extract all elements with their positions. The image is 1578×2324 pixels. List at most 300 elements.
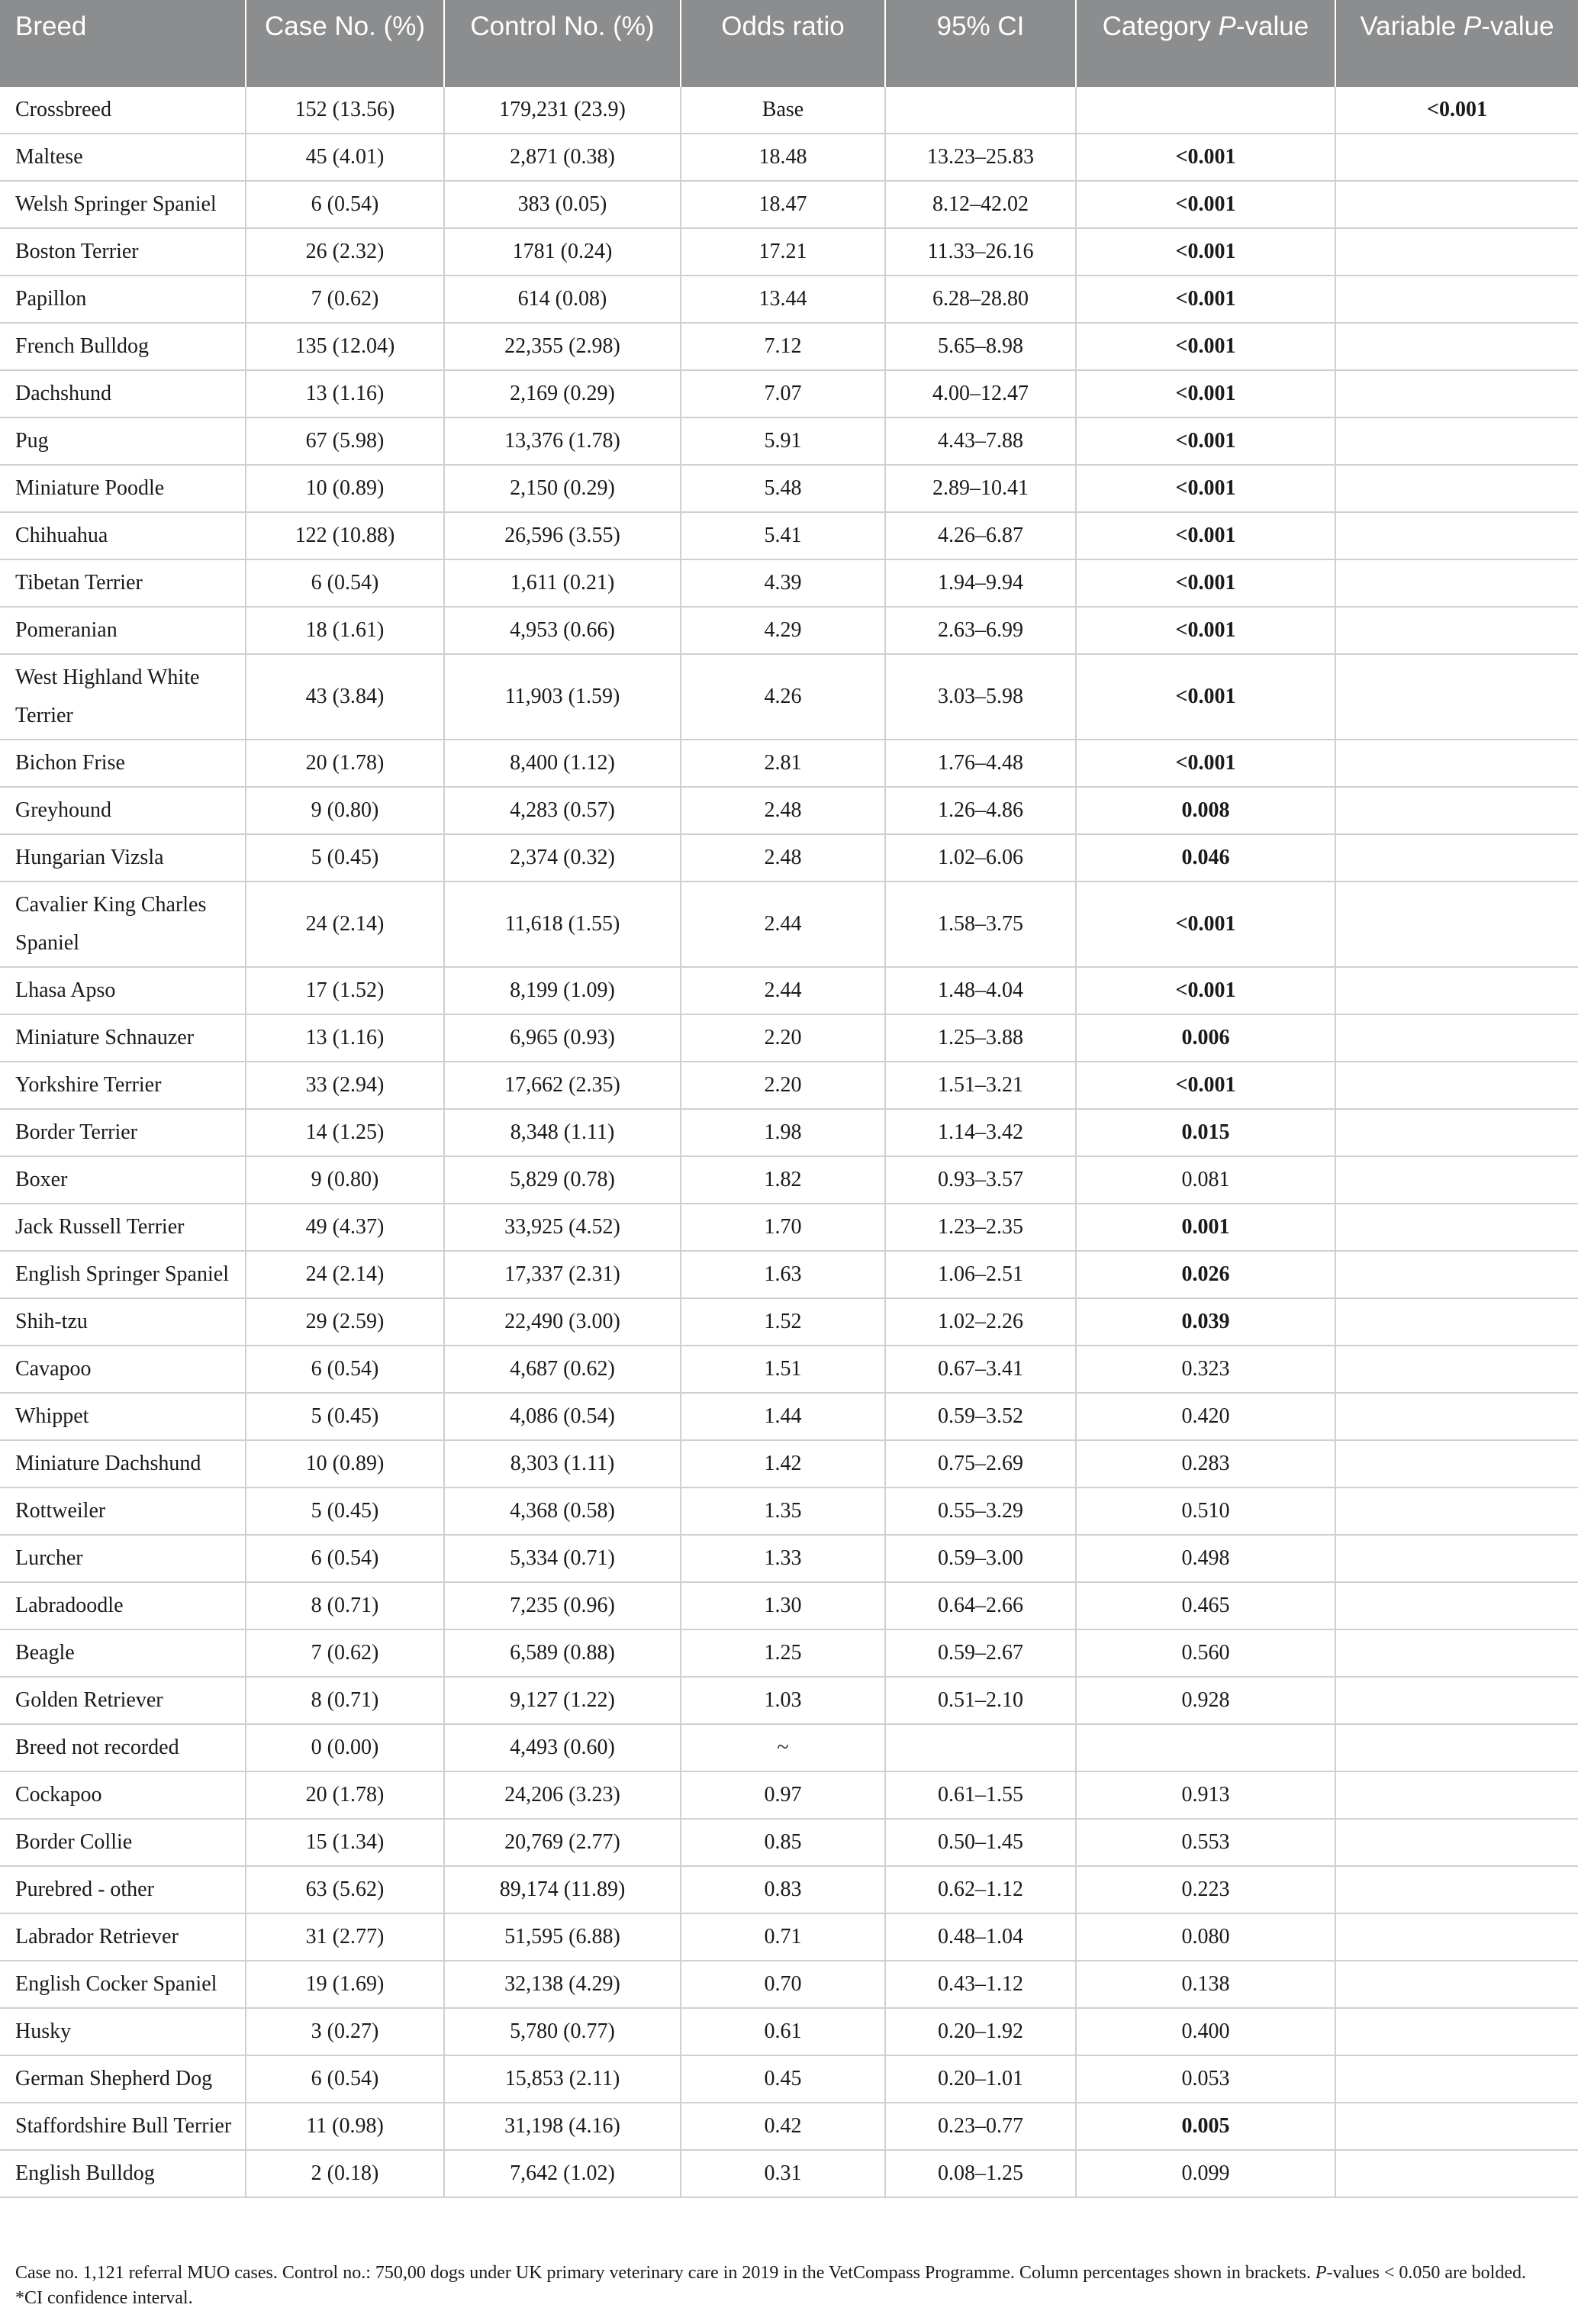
header-category-p-prefix: Category	[1102, 11, 1219, 41]
cell-control-no: 31,198 (4.16)	[444, 2103, 681, 2150]
cell-odds-ratio: 0.61	[681, 2008, 885, 2055]
cell-ci: 13.23–25.83	[885, 134, 1076, 181]
cell-variable-p	[1335, 1440, 1578, 1488]
cell-variable-p	[1335, 1014, 1578, 1062]
cell-category-p: <0.001	[1076, 323, 1335, 370]
cell-odds-ratio: 2.44	[681, 882, 885, 967]
cell-case-no: 5 (0.45)	[246, 1393, 444, 1440]
cell-control-no: 614 (0.08)	[444, 276, 681, 323]
cell-ci: 0.43–1.12	[885, 1961, 1076, 2008]
cell-variable-p	[1335, 882, 1578, 967]
cell-odds-ratio: 0.45	[681, 2055, 885, 2103]
footnote-part1: Case no. 1,121 referral MUO cases. Control no.: 750,00 dogs under UK primary veterinary care in 2019 in the VetCompass Programme. Column percentages shown in brackets.	[15, 2263, 1316, 2283]
cell-odds-ratio: 18.47	[681, 181, 885, 228]
cell-breed: Border Collie	[0, 1819, 246, 1866]
cell-variable-p	[1335, 228, 1578, 276]
table-row	[0, 276, 1578, 323]
cell-case-no: 6 (0.54)	[246, 181, 444, 228]
cell-category-p: 0.323	[1076, 1346, 1335, 1393]
cell-ci: 4.26–6.87	[885, 512, 1076, 559]
cell-case-no: 6 (0.54)	[246, 1346, 444, 1393]
cell-variable-p	[1335, 1393, 1578, 1440]
table-row	[0, 1771, 1578, 1819]
cell-odds-ratio: 2.48	[681, 834, 885, 882]
cell-ci: 1.48–4.04	[885, 967, 1076, 1014]
cell-breed: Cockapoo	[0, 1771, 246, 1819]
cell-case-no: 9 (0.80)	[246, 787, 444, 834]
cell-control-no: 32,138 (4.29)	[444, 1961, 681, 2008]
header-category-p-value	[1076, 0, 1335, 87]
cell-breed: Boxer	[0, 1156, 246, 1204]
cell-breed: Cavapoo	[0, 1346, 246, 1393]
header-ci: 95% CI	[885, 0, 1076, 87]
cell-variable-p	[1335, 654, 1578, 740]
cell-ci: 0.61–1.55	[885, 1771, 1076, 1819]
cell-case-no: 0 (0.00)	[246, 1724, 444, 1771]
cell-control-no: 8,199 (1.09)	[444, 967, 681, 1014]
cell-case-no: 14 (1.25)	[246, 1109, 444, 1156]
cell-case-no: 8 (0.71)	[246, 1677, 444, 1724]
cell-odds-ratio: 0.97	[681, 1771, 885, 1819]
cell-odds-ratio: 0.42	[681, 2103, 885, 2150]
table-row	[0, 882, 1578, 967]
table-row	[0, 1156, 1578, 1204]
cell-category-p: <0.001	[1076, 417, 1335, 465]
cell-breed: Miniature Dachshund	[0, 1440, 246, 1488]
cell-breed: Welsh Springer Spaniel	[0, 181, 246, 228]
cell-case-no: 19 (1.69)	[246, 1961, 444, 2008]
table-row	[0, 1724, 1578, 1771]
cell-case-no: 29 (2.59)	[246, 1298, 444, 1346]
cell-control-no: 8,400 (1.12)	[444, 740, 681, 787]
cell-ci: 0.51–2.10	[885, 1677, 1076, 1724]
cell-breed: Beagle	[0, 1629, 246, 1677]
table-row	[0, 1677, 1578, 1724]
cell-category-p: 0.081	[1076, 1156, 1335, 1204]
cell-odds-ratio: 1.70	[681, 1204, 885, 1251]
cell-ci: 1.02–2.26	[885, 1298, 1076, 1346]
cell-case-no: 2 (0.18)	[246, 2150, 444, 2197]
cell-category-p	[1076, 1724, 1335, 1771]
footnote-italic-p: P	[1315, 2263, 1327, 2283]
cell-odds-ratio: 18.48	[681, 134, 885, 181]
cell-ci: 4.00–12.47	[885, 370, 1076, 417]
cell-case-no: 8 (0.71)	[246, 1582, 444, 1629]
cell-case-no: 24 (2.14)	[246, 1251, 444, 1298]
cell-variable-p	[1335, 2055, 1578, 2103]
cell-breed: Lhasa Apso	[0, 967, 246, 1014]
cell-ci: 0.50–1.45	[885, 1819, 1076, 1866]
cell-breed: English Cocker Spaniel	[0, 1961, 246, 2008]
cell-category-p: 0.080	[1076, 1913, 1335, 1961]
cell-control-no: 26,596 (3.55)	[444, 512, 681, 559]
table-row	[0, 323, 1578, 370]
cell-variable-p	[1335, 1913, 1578, 1961]
table-row	[0, 181, 1578, 228]
cell-control-no: 2,374 (0.32)	[444, 834, 681, 882]
header-breed: Breed	[0, 0, 246, 87]
cell-ci: 0.55–3.29	[885, 1488, 1076, 1535]
table-row	[0, 512, 1578, 559]
cell-odds-ratio: 5.91	[681, 417, 885, 465]
cell-breed: Yorkshire Terrier	[0, 1062, 246, 1109]
cell-control-no: 13,376 (1.78)	[444, 417, 681, 465]
cell-case-no: 10 (0.89)	[246, 1440, 444, 1488]
cell-case-no: 17 (1.52)	[246, 967, 444, 1014]
cell-case-no: 26 (2.32)	[246, 228, 444, 276]
cell-control-no: 22,355 (2.98)	[444, 323, 681, 370]
cell-case-no: 33 (2.94)	[246, 1062, 444, 1109]
cell-ci: 0.20–1.92	[885, 2008, 1076, 2055]
cell-variable-p	[1335, 1582, 1578, 1629]
cell-control-no: 5,334 (0.71)	[444, 1535, 681, 1582]
header-control-no: Control No. (%)	[444, 0, 681, 87]
cell-ci: 1.25–3.88	[885, 1014, 1076, 1062]
cell-variable-p	[1335, 276, 1578, 323]
cell-breed: Whippet	[0, 1393, 246, 1440]
cell-breed: Chihuahua	[0, 512, 246, 559]
cell-breed: Breed not recorded	[0, 1724, 246, 1771]
cell-category-p: <0.001	[1076, 740, 1335, 787]
cell-case-no: 9 (0.80)	[246, 1156, 444, 1204]
cell-category-p: <0.001	[1076, 134, 1335, 181]
cell-variable-p: <0.001	[1335, 87, 1578, 134]
cell-category-p: 0.553	[1076, 1819, 1335, 1866]
cell-ci: 0.59–3.00	[885, 1535, 1076, 1582]
cell-control-no: 51,595 (6.88)	[444, 1913, 681, 1961]
cell-odds-ratio: 1.82	[681, 1156, 885, 1204]
cell-ci: 0.08–1.25	[885, 2150, 1076, 2197]
cell-breed: Pomeranian	[0, 607, 246, 654]
cell-odds-ratio: 7.12	[681, 323, 885, 370]
table-row	[0, 1582, 1578, 1629]
cell-breed: Rottweiler	[0, 1488, 246, 1535]
cell-control-no: 33,925 (4.52)	[444, 1204, 681, 1251]
cell-breed: Husky	[0, 2008, 246, 2055]
cell-case-no: 13 (1.16)	[246, 1014, 444, 1062]
cell-breed: Bichon Frise	[0, 740, 246, 787]
cell-breed: Purebred - other	[0, 1866, 246, 1913]
table-row	[0, 559, 1578, 607]
cell-control-no: 20,769 (2.77)	[444, 1819, 681, 1866]
cell-category-p: 0.498	[1076, 1535, 1335, 1582]
cell-control-no: 89,174 (11.89)	[444, 1866, 681, 1913]
cell-variable-p	[1335, 1346, 1578, 1393]
cell-ci: 0.64–2.66	[885, 1582, 1076, 1629]
table-row	[0, 1819, 1578, 1866]
cell-odds-ratio: 1.03	[681, 1677, 885, 1724]
cell-odds-ratio: 0.70	[681, 1961, 885, 2008]
cell-odds-ratio: 1.51	[681, 1346, 885, 1393]
cell-control-no: 4,283 (0.57)	[444, 787, 681, 834]
cell-ci: 1.51–3.21	[885, 1062, 1076, 1109]
cell-control-no: 2,169 (0.29)	[444, 370, 681, 417]
cell-breed: English Bulldog	[0, 2150, 246, 2197]
cell-category-p: <0.001	[1076, 228, 1335, 276]
cell-ci: 0.62–1.12	[885, 1866, 1076, 1913]
header-category-p-suffix: -value	[1235, 11, 1309, 41]
cell-breed: Cavalier King Charles Spaniel	[0, 882, 246, 967]
cell-control-no: 4,086 (0.54)	[444, 1393, 681, 1440]
table-row	[0, 1961, 1578, 2008]
cell-category-p: 0.015	[1076, 1109, 1335, 1156]
cell-variable-p	[1335, 134, 1578, 181]
cell-control-no: 1781 (0.24)	[444, 228, 681, 276]
cell-variable-p	[1335, 1771, 1578, 1819]
cell-variable-p	[1335, 512, 1578, 559]
table-row	[0, 1109, 1578, 1156]
cell-case-no: 45 (4.01)	[246, 134, 444, 181]
cell-category-p: 0.046	[1076, 834, 1335, 882]
cell-control-no: 17,337 (2.31)	[444, 1251, 681, 1298]
cell-category-p: 0.001	[1076, 1204, 1335, 1251]
header-variable-p-prefix: Variable	[1360, 11, 1464, 41]
cell-odds-ratio: 1.52	[681, 1298, 885, 1346]
table-row	[0, 787, 1578, 834]
cell-case-no: 20 (1.78)	[246, 740, 444, 787]
cell-ci: 0.59–3.52	[885, 1393, 1076, 1440]
cell-odds-ratio: 13.44	[681, 276, 885, 323]
cell-variable-p	[1335, 2008, 1578, 2055]
cell-variable-p	[1335, 2150, 1578, 2197]
cell-ci: 1.58–3.75	[885, 882, 1076, 967]
cell-variable-p	[1335, 323, 1578, 370]
cell-case-no: 122 (10.88)	[246, 512, 444, 559]
cell-variable-p	[1335, 370, 1578, 417]
cell-ci: 0.93–3.57	[885, 1156, 1076, 1204]
cell-variable-p	[1335, 740, 1578, 787]
cell-odds-ratio: 5.48	[681, 465, 885, 512]
table-row	[0, 1913, 1578, 1961]
cell-variable-p	[1335, 1298, 1578, 1346]
cell-ci: 6.28–28.80	[885, 276, 1076, 323]
table-row	[0, 1393, 1578, 1440]
cell-variable-p	[1335, 417, 1578, 465]
cell-category-p: <0.001	[1076, 276, 1335, 323]
cell-breed: West Highland White Terrier	[0, 654, 246, 740]
cell-variable-p	[1335, 1724, 1578, 1771]
cell-case-no: 6 (0.54)	[246, 559, 444, 607]
cell-variable-p	[1335, 787, 1578, 834]
table-row	[0, 1298, 1578, 1346]
cell-category-p: 0.053	[1076, 2055, 1335, 2103]
cell-odds-ratio: 0.85	[681, 1819, 885, 1866]
cell-ci: 1.06–2.51	[885, 1251, 1076, 1298]
cell-variable-p	[1335, 1156, 1578, 1204]
cell-ci: 5.65–8.98	[885, 323, 1076, 370]
table-row	[0, 370, 1578, 417]
cell-ci: 0.20–1.01	[885, 2055, 1076, 2103]
cell-odds-ratio: 4.29	[681, 607, 885, 654]
cell-control-no: 22,490 (3.00)	[444, 1298, 681, 1346]
cell-control-no: 2,150 (0.29)	[444, 465, 681, 512]
cell-control-no: 6,965 (0.93)	[444, 1014, 681, 1062]
cell-category-p: 0.510	[1076, 1488, 1335, 1535]
table-row	[0, 465, 1578, 512]
cell-breed: Labradoodle	[0, 1582, 246, 1629]
cell-category-p: <0.001	[1076, 370, 1335, 417]
cell-category-p: <0.001	[1076, 967, 1335, 1014]
cell-variable-p	[1335, 1062, 1578, 1109]
cell-breed: Boston Terrier	[0, 228, 246, 276]
cell-category-p	[1076, 87, 1335, 134]
cell-control-no: 7,642 (1.02)	[444, 2150, 681, 2197]
table-row	[0, 1346, 1578, 1393]
cell-ci	[885, 87, 1076, 134]
cell-ci: 8.12–42.02	[885, 181, 1076, 228]
cell-category-p: <0.001	[1076, 181, 1335, 228]
cell-control-no: 2,871 (0.38)	[444, 134, 681, 181]
table-row	[0, 2008, 1578, 2055]
cell-variable-p	[1335, 1866, 1578, 1913]
cell-variable-p	[1335, 559, 1578, 607]
cell-variable-p	[1335, 1488, 1578, 1535]
table-row	[0, 1204, 1578, 1251]
cell-odds-ratio: 1.25	[681, 1629, 885, 1677]
cell-control-no: 17,662 (2.35)	[444, 1062, 681, 1109]
cell-odds-ratio: 4.26	[681, 654, 885, 740]
cell-variable-p	[1335, 1819, 1578, 1866]
cell-category-p: <0.001	[1076, 1062, 1335, 1109]
cell-odds-ratio: 1.30	[681, 1582, 885, 1629]
table-footnote	[15, 2261, 1526, 2311]
cell-control-no: 11,903 (1.59)	[444, 654, 681, 740]
table-row	[0, 1062, 1578, 1109]
cell-case-no: 6 (0.54)	[246, 1535, 444, 1582]
cell-case-no: 24 (2.14)	[246, 882, 444, 967]
table-row	[0, 834, 1578, 882]
cell-odds-ratio: 1.42	[681, 1440, 885, 1488]
cell-case-no: 43 (3.84)	[246, 654, 444, 740]
cell-ci: 1.23–2.35	[885, 1204, 1076, 1251]
cell-breed: Dachshund	[0, 370, 246, 417]
cell-category-p: 0.008	[1076, 787, 1335, 834]
cell-variable-p	[1335, 181, 1578, 228]
table-row	[0, 1535, 1578, 1582]
table-row	[0, 134, 1578, 181]
cell-control-no: 4,368 (0.58)	[444, 1488, 681, 1535]
cell-odds-ratio: Base	[681, 87, 885, 134]
cell-ci: 1.94–9.94	[885, 559, 1076, 607]
table-row	[0, 1014, 1578, 1062]
cell-variable-p	[1335, 1204, 1578, 1251]
cell-odds-ratio: 17.21	[681, 228, 885, 276]
cell-ci: 2.89–10.41	[885, 465, 1076, 512]
cell-breed: Lurcher	[0, 1535, 246, 1582]
cell-odds-ratio: 1.98	[681, 1109, 885, 1156]
cell-category-p: <0.001	[1076, 465, 1335, 512]
cell-ci: 0.75–2.69	[885, 1440, 1076, 1488]
cell-odds-ratio: 0.83	[681, 1866, 885, 1913]
cell-breed: Greyhound	[0, 787, 246, 834]
cell-breed: Jack Russell Terrier	[0, 1204, 246, 1251]
cell-breed: Staffordshire Bull Terrier	[0, 2103, 246, 2150]
header-case-no: Case No. (%)	[246, 0, 444, 87]
cell-odds-ratio: 5.41	[681, 512, 885, 559]
table-row	[0, 2055, 1578, 2103]
cell-odds-ratio: 1.35	[681, 1488, 885, 1535]
cell-odds-ratio: 4.39	[681, 559, 885, 607]
table-row	[0, 740, 1578, 787]
table-body	[0, 87, 1578, 2197]
cell-odds-ratio: 2.81	[681, 740, 885, 787]
cell-case-no: 15 (1.34)	[246, 1819, 444, 1866]
cell-odds-ratio: 1.63	[681, 1251, 885, 1298]
cell-category-p: 0.913	[1076, 1771, 1335, 1819]
cell-category-p: <0.001	[1076, 607, 1335, 654]
cell-variable-p	[1335, 1961, 1578, 2008]
cell-ci: 0.23–0.77	[885, 2103, 1076, 2150]
cell-control-no: 4,953 (0.66)	[444, 607, 681, 654]
table-row	[0, 1440, 1578, 1488]
cell-ci: 1.02–6.06	[885, 834, 1076, 882]
cell-ci: 11.33–26.16	[885, 228, 1076, 276]
cell-control-no: 11,618 (1.55)	[444, 882, 681, 967]
cell-case-no: 5 (0.45)	[246, 1488, 444, 1535]
table-row	[0, 87, 1578, 134]
table-row	[0, 1251, 1578, 1298]
cell-control-no: 6,589 (0.88)	[444, 1629, 681, 1677]
cell-odds-ratio: 2.44	[681, 967, 885, 1014]
cell-control-no: 9,127 (1.22)	[444, 1677, 681, 1724]
cell-ci	[885, 1724, 1076, 1771]
cell-breed: Pug	[0, 417, 246, 465]
cell-control-no: 5,780 (0.77)	[444, 2008, 681, 2055]
cell-category-p: 0.465	[1076, 1582, 1335, 1629]
cell-case-no: 3 (0.27)	[246, 2008, 444, 2055]
cell-case-no: 63 (5.62)	[246, 1866, 444, 1913]
cell-control-no: 4,687 (0.62)	[444, 1346, 681, 1393]
header-category-p-italic: P	[1218, 11, 1236, 41]
cell-breed: Miniature Schnauzer	[0, 1014, 246, 1062]
cell-category-p: 0.400	[1076, 2008, 1335, 2055]
table-header-row	[0, 0, 1578, 87]
cell-case-no: 31 (2.77)	[246, 1913, 444, 1961]
cell-ci: 2.63–6.99	[885, 607, 1076, 654]
cell-ci: 1.14–3.42	[885, 1109, 1076, 1156]
cell-odds-ratio: 2.48	[681, 787, 885, 834]
cell-category-p: <0.001	[1076, 654, 1335, 740]
cell-control-no: 179,231 (23.9)	[444, 87, 681, 134]
cell-ci: 0.59–2.67	[885, 1629, 1076, 1677]
cell-breed: Maltese	[0, 134, 246, 181]
header-variable-p-suffix: -value	[1481, 11, 1554, 41]
cell-odds-ratio: 1.33	[681, 1535, 885, 1582]
cell-case-no: 67 (5.98)	[246, 417, 444, 465]
cell-odds-ratio: 0.71	[681, 1913, 885, 1961]
table-row	[0, 417, 1578, 465]
cell-category-p: 0.026	[1076, 1251, 1335, 1298]
cell-variable-p	[1335, 2103, 1578, 2150]
cell-category-p: 0.928	[1076, 1677, 1335, 1724]
cell-odds-ratio: 2.20	[681, 1014, 885, 1062]
cell-breed: Papillon	[0, 276, 246, 323]
header-odds-ratio: Odds ratio	[681, 0, 885, 87]
cell-control-no: 15,853 (2.11)	[444, 2055, 681, 2103]
cell-case-no: 20 (1.78)	[246, 1771, 444, 1819]
cell-category-p: 0.099	[1076, 2150, 1335, 2197]
cell-breed: Labrador Retriever	[0, 1913, 246, 1961]
cell-category-p: 0.006	[1076, 1014, 1335, 1062]
cell-category-p: 0.283	[1076, 1440, 1335, 1488]
cell-control-no: 383 (0.05)	[444, 181, 681, 228]
table-row	[0, 1488, 1578, 1535]
cell-control-no: 7,235 (0.96)	[444, 1582, 681, 1629]
cell-case-no: 49 (4.37)	[246, 1204, 444, 1251]
cell-case-no: 152 (13.56)	[246, 87, 444, 134]
cell-case-no: 7 (0.62)	[246, 1629, 444, 1677]
cell-ci: 0.48–1.04	[885, 1913, 1076, 1961]
